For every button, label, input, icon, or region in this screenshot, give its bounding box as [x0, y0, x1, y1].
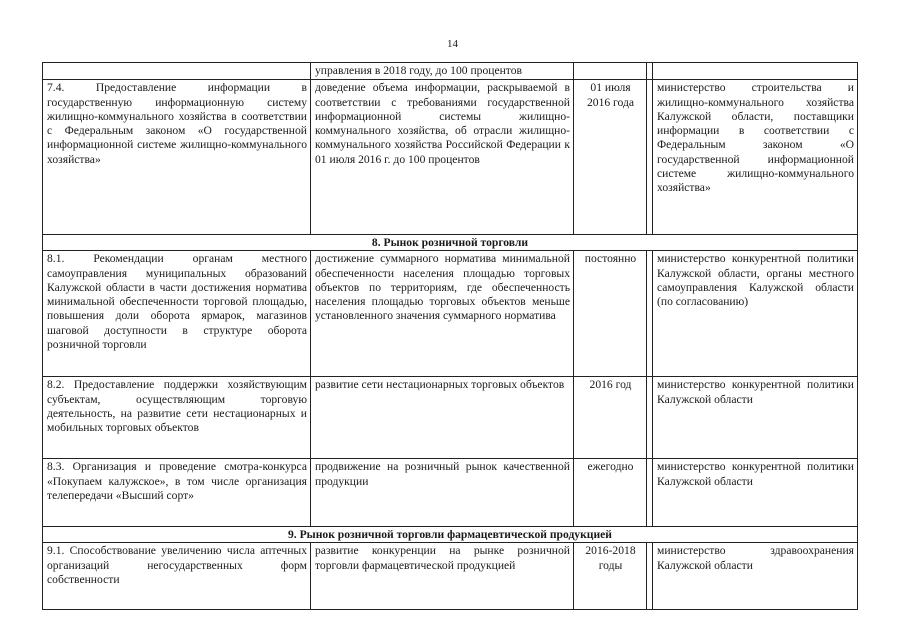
measure-cell: 9.1. Способствование увеличению числа аптечных организаций негосударственных форм собственности: [43, 543, 311, 610]
responsible-cell: министерство конкурентной политики Калужской области: [653, 377, 858, 459]
measure-cell: 7.4. Предоставление информации в государственную информационную систему жилищно-коммунального хозяйства в соответствии с Федеральным законом «О государственной информационной системе жилищно-коммунального хозяйства»: [43, 80, 311, 235]
table-row-7-4: [43, 80, 858, 235]
responsible-cell: [653, 63, 858, 80]
measure-cell: 8.2. Предоставление поддержки хозяйствующим субъектам, осуществляющим торговую деятельность, на развитие сети нестационарных и мобильных торговых объектов: [43, 377, 311, 459]
measure-cell: [43, 63, 311, 80]
section-title: 8. Рынок розничной торговли: [43, 235, 858, 251]
result-cell: достижение суммарного норматива минимальной обеспеченности населения площадью торговых объектов по территориям, где обеспеченность населения площадью торговых объектов меньше установленного значения суммарного норматива: [311, 251, 574, 377]
deadline-cell: постоянно: [574, 251, 647, 377]
responsible-cell: министерство здравоохранения Калужской области: [653, 543, 858, 610]
measures-table: [42, 62, 858, 610]
result-cell: управления в 2018 году, до 100 процентов: [311, 63, 574, 80]
section-title: 9. Рынок розничной торговли фармацевтической продукцией: [43, 527, 858, 543]
deadline-cell: [574, 63, 647, 80]
deadline-cell: ежегодно: [574, 459, 647, 527]
measure-cell: 8.3. Организация и проведение смотра-конкурса «Покупаем калужское», в том числе организация телепередачи «Высший сорт»: [43, 459, 311, 527]
table-row-8-3: [43, 459, 858, 527]
table-row-9-1: [43, 543, 858, 610]
deadline-cell: 01 июля 2016 года: [574, 80, 647, 235]
responsible-cell: министерство строительства и жилищно-коммунального хозяйства Калужской области, поставщики информации в соответствии с Федеральным законом «О государственной информационной системе жилищно-коммунального хозяйства»: [653, 80, 858, 235]
table-row-continued: [43, 63, 858, 80]
table-row-8-1: [43, 251, 858, 377]
measure-cell: 8.1. Рекомендации органам местного самоуправления муниципальных образований Калужской области в части достижения норматива минимальной обеспеченности торговой площадью, повышения доли оборота ярмарок, магазинов шаговой доступности в структуре оборота розничной торговли: [43, 251, 311, 377]
responsible-cell: министерство конкурентной политики Калужской области: [653, 459, 858, 527]
page-number: 14: [447, 38, 458, 50]
responsible-cell: министерство конкурентной политики Калужской области, органы местного самоуправления Калужской области (по согласованию): [653, 251, 858, 377]
result-cell: развитие сети нестационарных торговых объектов: [311, 377, 574, 459]
result-cell: доведение объема информации, раскрываемой в соответствии с требованиями государственной информационной системы жилищно-коммунального хозяйства, об отрасли жилищно-коммунального хозяйства Российской Федерации к 01 июля 2016 г. до 100 процентов: [311, 80, 574, 235]
section-header-9: [43, 527, 858, 543]
deadline-cell: 2016-2018 годы: [574, 543, 647, 610]
table-row-8-2: [43, 377, 858, 459]
result-cell: развитие конкуренции на рынке розничной торговли фармацевтической продукцией: [311, 543, 574, 610]
result-cell: продвижение на розничный рынок качественной продукции: [311, 459, 574, 527]
deadline-cell: 2016 год: [574, 377, 647, 459]
section-header-8: [43, 235, 858, 251]
